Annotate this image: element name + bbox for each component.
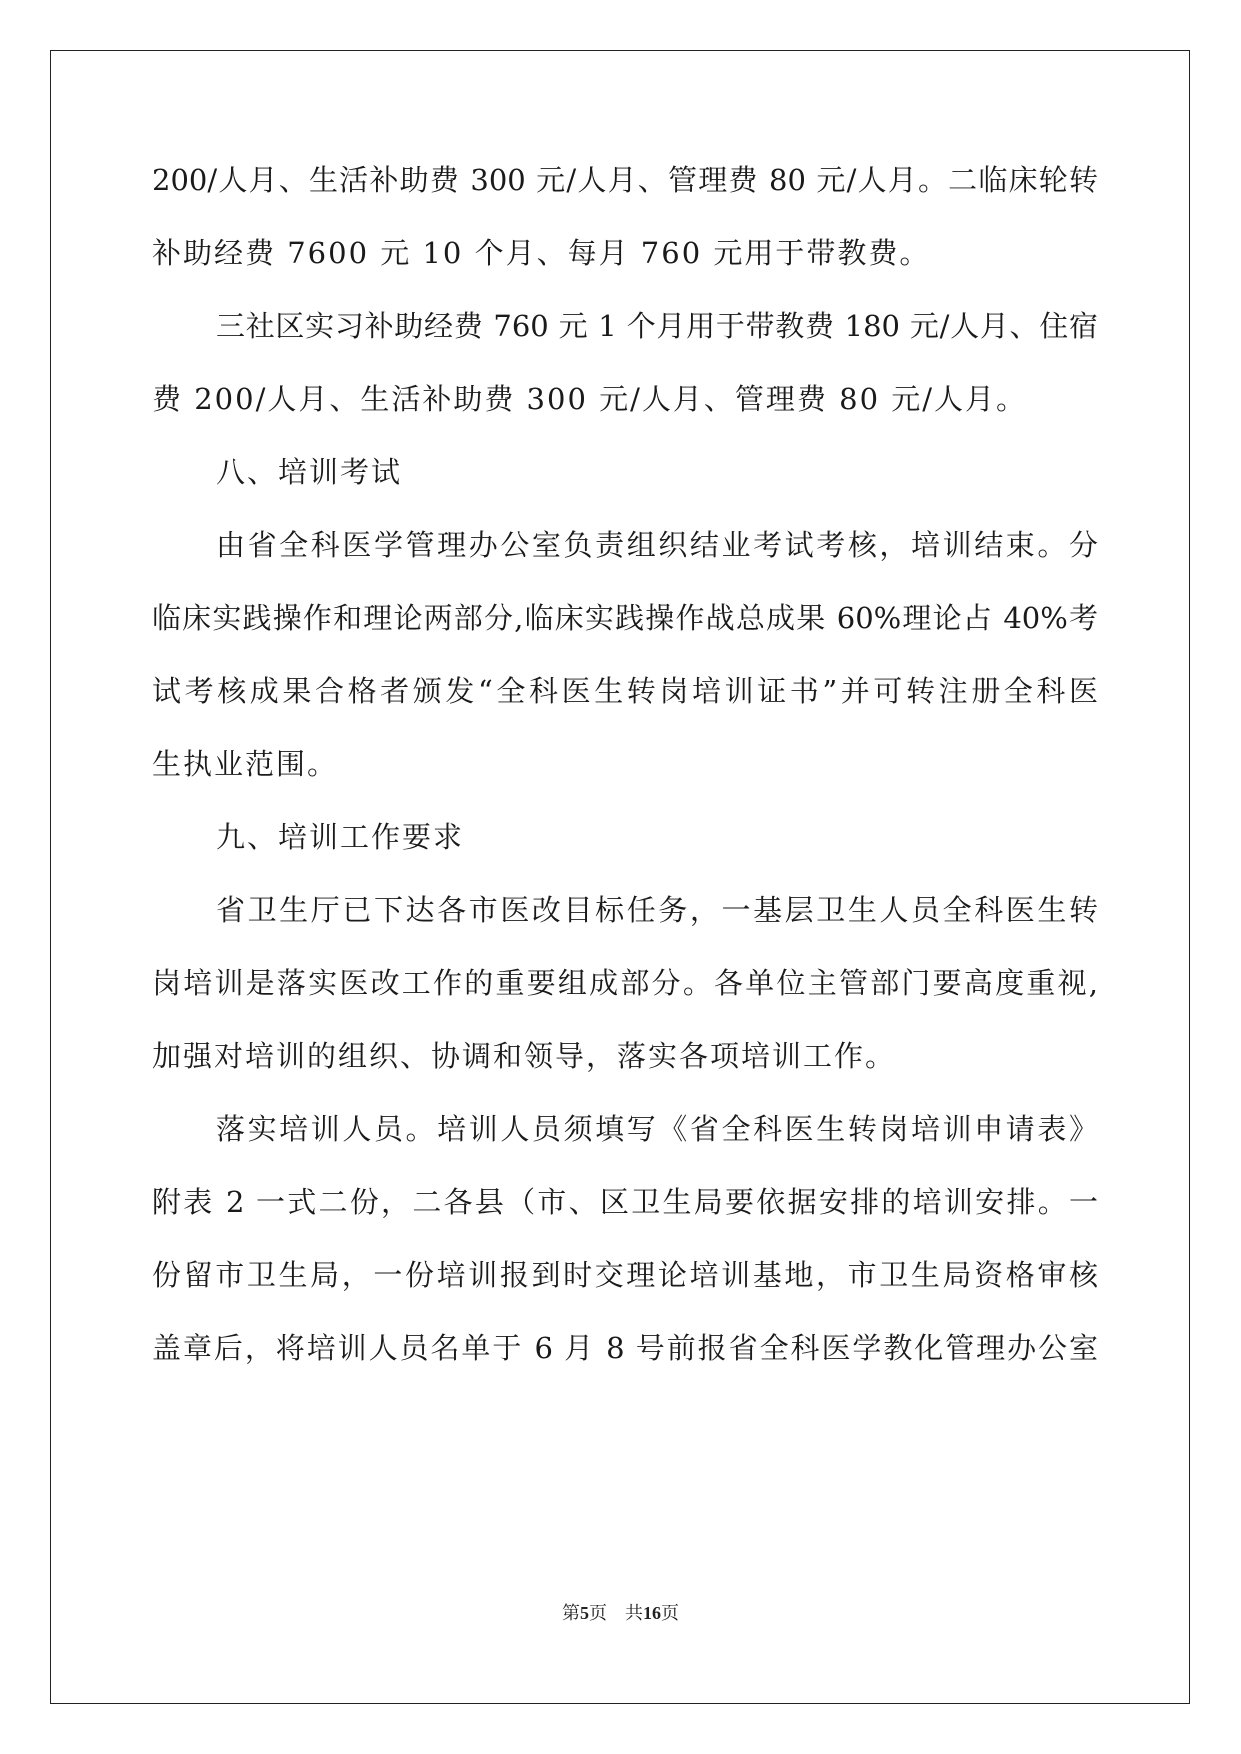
page-footer <box>0 1601 1241 1626</box>
text-line: 附表 2 一式二份，二各县（市、区卫生局要依据安排的培训安排。一 <box>152 1185 1098 1219</box>
text-line: 由省全科医学管理办公室负责组织结业考试考核，培训结束。分 <box>216 528 1098 562</box>
total-pages: 16 <box>643 1603 661 1623</box>
text-line: 试考核成果合格者颁发“全科医生转岗培训证书”并可转注册全科医 <box>152 674 1098 708</box>
text-line: 三社区实习补助经费 760 元 1 个月用于带教费 180 元/人月、住宿 <box>216 309 1098 343</box>
text-line: 补助经费 7600 元 10 个月、每月 760 元用于带教费。 <box>152 236 931 270</box>
total-prefix: 共 <box>625 1603 643 1624</box>
text-line: 盖章后，将培训人员名单于 6 月 8 号前报省全科医学教化管理办公室 <box>152 1331 1098 1365</box>
total-suffix: 页 <box>661 1603 679 1624</box>
text-line: 落实培训人员。培训人员须填写《省全科医生转岗培训申请表》 <box>216 1112 1098 1146</box>
text-line: 费 200/人月、生活补助费 300 元/人月、管理费 80 元/人月。 <box>152 382 1028 416</box>
text-line: 岗培训是落实医改工作的重要组成部分。各单位主管部门要高度重视, <box>152 966 1098 1000</box>
text-line: 省卫生厅已下达各市医改目标任务，一基层卫生人员全科医生转 <box>216 893 1098 927</box>
page-border <box>50 50 1190 1704</box>
page-prefix: 第 <box>562 1603 580 1624</box>
text-line: 生执业范围。 <box>152 747 339 781</box>
section-heading: 九、培训工作要求 <box>216 820 465 854</box>
text-line: 200/人月、生活补助费 300 元/人月、管理费 80 元/人月。二临床轮转 <box>152 163 1098 197</box>
text-line: 加强对培训的组织、协调和领导，落实各项培训工作。 <box>152 1039 897 1073</box>
text-line: 份留市卫生局，一份培训报到时交理论培训基地，市卫生局资格审核 <box>152 1258 1098 1292</box>
text-line: 临床实践操作和理论两部分,临床实践操作战总成果 60%理论占 40%考 <box>152 601 1098 635</box>
page-number: 5 <box>580 1603 589 1623</box>
section-heading: 八、培训考试 <box>216 455 403 489</box>
page-suffix: 页 <box>589 1603 607 1624</box>
